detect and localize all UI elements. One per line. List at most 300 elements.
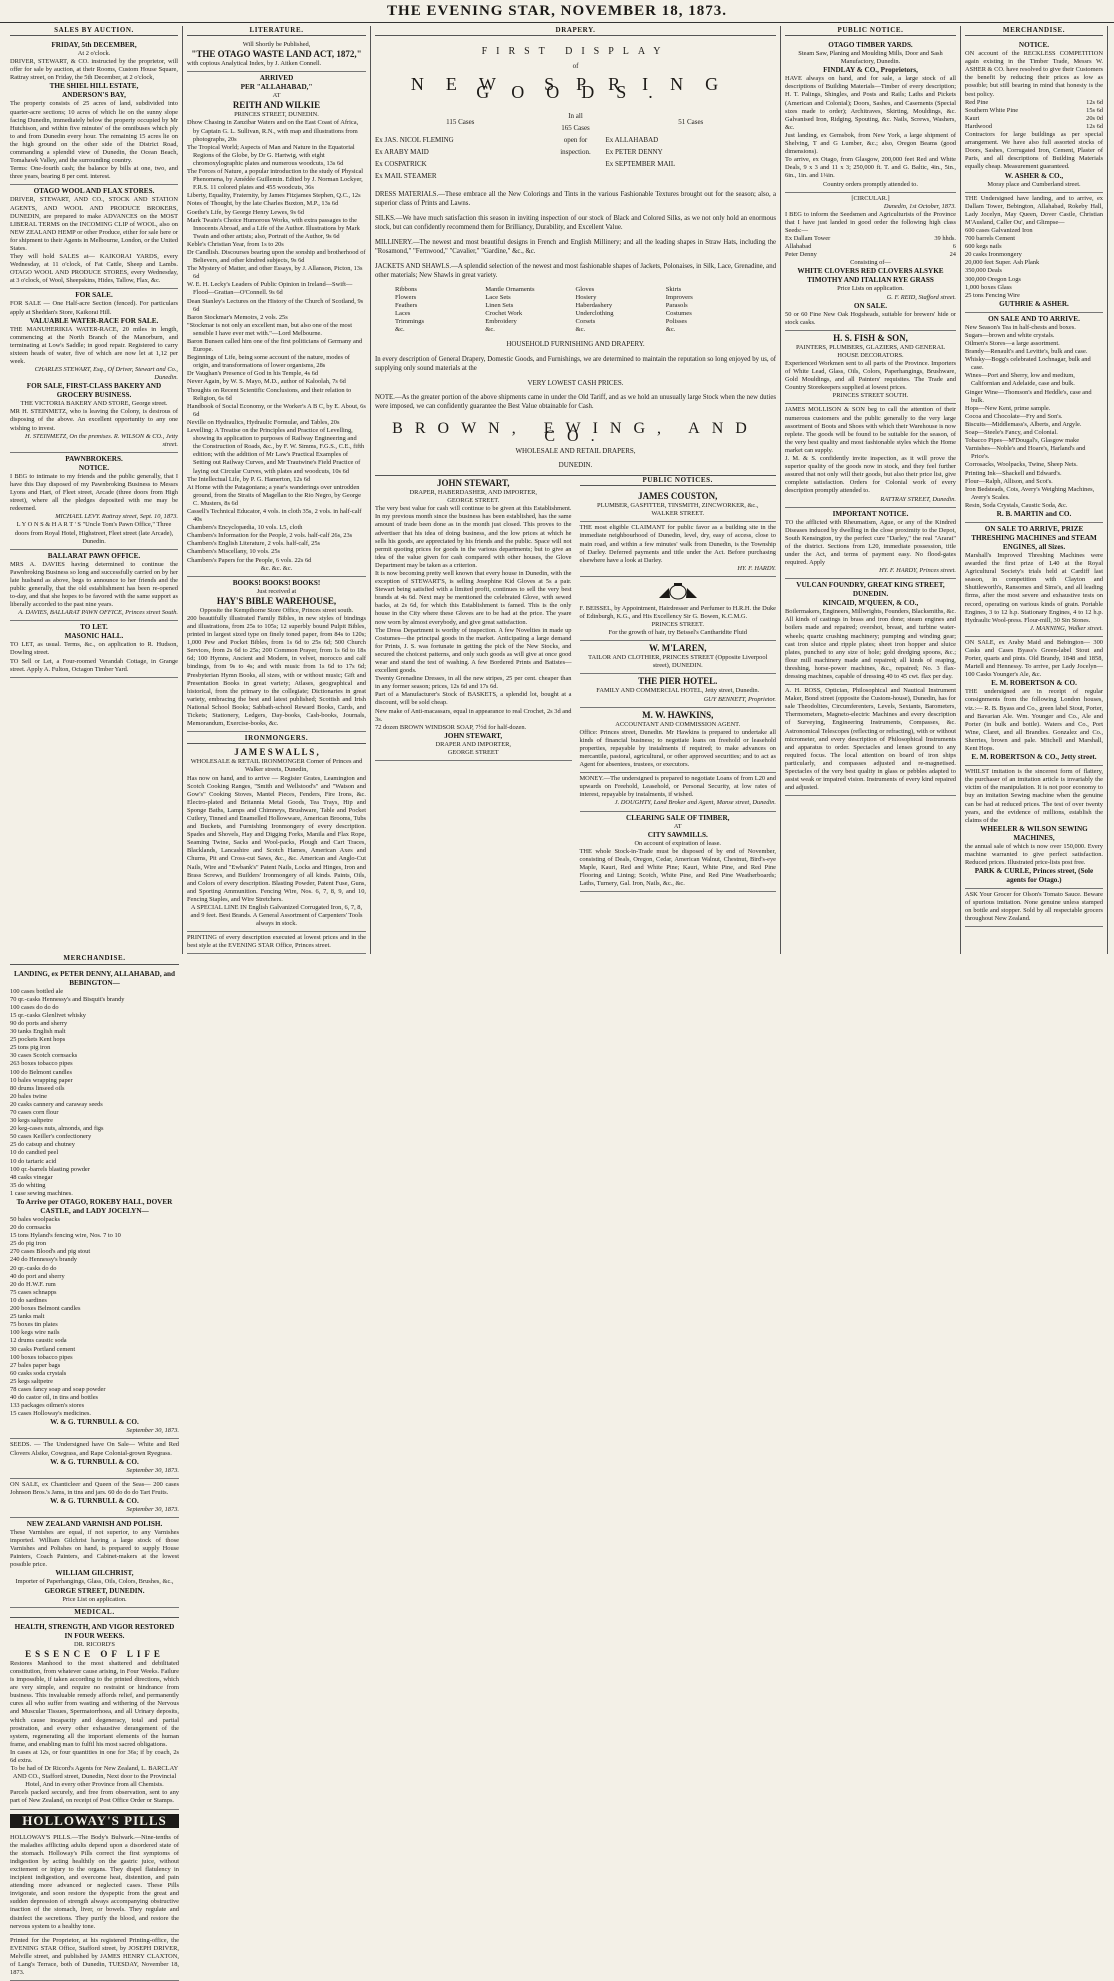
mlaren-ad [580, 641, 777, 674]
seed-row [785, 243, 956, 251]
books-head: BOOKS! BOOKS! BOOKS! [232, 578, 321, 587]
of-word: of [572, 62, 579, 71]
arrivals-note: In all [568, 112, 583, 121]
book-item: The Mystery of Matter, and other Essays, by J. Allanson, Picton, 13s 6d [187, 265, 363, 281]
martin-ad [965, 313, 1103, 523]
cargo-item: Corrosacks, Woolpacks, Twine, Sheep Nets. [965, 461, 1078, 469]
cargo-item: Printing Ink—Shackell and Edward's. [965, 469, 1062, 477]
fish-name: H. S. FISH & SON, [833, 332, 908, 343]
clearing-where: CITY SAWMILLS. [647, 830, 708, 839]
bakery-title: FOR SALE, FIRST-CLASS BAKERY AND GROCERY BUSINESS. [26, 382, 162, 400]
stewart-body4: Twenty Grenadine Dresses, in all the new stripes, 25 per cent. cheaper than in any former season; prices, 12s 6d and 17s 6d. [375, 675, 572, 691]
auction-ad [10, 39, 178, 185]
pawn-heading: PAWNBROKERS. [65, 454, 123, 463]
lit-title: "THE OTAGO WASTE LAND ACT, 1872," [191, 49, 362, 60]
cargo-item: Flour—Ralph, Allison, and Scot's. [965, 477, 1053, 485]
goods-item: Parasols [665, 302, 688, 310]
cargo-item: Tobacco Pipes—M'Dougal's, Glasgow make [965, 437, 1080, 445]
ross-body: A. H. ROSS, Optician, Philosophical and Nautical Instrument Maker, Bond street (opposite the Custom-house), Dunedin, has for sale Theodolites, Circumferenters, Levels, Sextants, Barometers, Thermometers, Magneto-electric Machines and every description of Surveying, Engineering Instruments, Compasses, &c. Astronomical Telescopes (reflecting or refracting), with or without micrometer, and every description of Philosophical Instruments and apparatus to order. Spectacles and lenses ground to any required focus. The local attention on board of iron ships particularly, and compasses adjusted and re-magnetised. Spectacles of the very best quality in glass or pebbles adapted to assist weak or impaired vision. Instruments of every kind repaired and adjusted. [785, 687, 956, 792]
cargo-item: 100 boxes tobacco pipes [10, 1353, 73, 1361]
cargo-item: 78 cases fancy soap and soap powder [10, 1385, 106, 1393]
cargo-item: 15 cases Holloway's medicines. [10, 1410, 92, 1418]
masonic-hall: MASONIC HALL. [64, 632, 124, 641]
column-heading: DRAPERY. [375, 26, 776, 36]
cargo-item: Wines—Port and Sherry, low and medium, Californian and Adelaide, case and bulk. [965, 372, 1075, 388]
ballarat-ad [10, 550, 178, 622]
tariff-note: NOTE.—As the greater portion of the above shipments came in under the Old Tariff, and as we hold an unusually large Stock when the new duties were imposed, we can confidently guarantee the Best Value obtainable for Cash. [375, 393, 776, 410]
findlay-body: HAVE always on hand, and for sale, a large stock of all descriptions of Building Materials—Timber of every description; H. T. Palings, Shingles, and Posts and Rails; Laths and Pickets (American and Colonial); Doors, Sashes, and Casements (Special sizes made to order); Architraves, Skirting, Mouldings, &c. Galvanised Iron, Ridging, Spouting, &c. Nails, Screws, Washers, &c. [785, 75, 956, 131]
ship-name: Ex ALLAHABAD [605, 136, 659, 145]
stewart-body: The very best value for cash will continue to be given at this Establishment. In my previous month since the business has been established, has the same amount of trade been done as in the month just closed. This proves to the advertiser that his idea of doing business, and the low prices at which he sells his goods, are appreciated by his friends and the public. Space will not permit quoting prices for goods in the various departments; but to give an idea of the value given for cash compared with other houses, the Glove Department may be taken as a criterion. [375, 505, 572, 569]
cargo-item: Biscuits—Middlemass's, Alberts, and Argyle. [965, 420, 1082, 428]
cargo-item: 240 do Hennessy's brandy [10, 1256, 78, 1264]
book-item: Never Again, by W. S. Mayo, M.D., author of Kaloolah, 7s 6d [187, 378, 346, 386]
cargo-item: Brandy—Renault's and Levitte's, bulk and case. [965, 348, 1088, 356]
book-item: Neville on Hydraulics, Hydraulic Formulæ, and Tables, 20s [187, 418, 340, 426]
column-public-notice [781, 26, 961, 954]
cargo-item: Sugars—brown and white crystals. [965, 331, 1055, 339]
book-item: Chambers's Miscellany, 10 vols. 25s [187, 548, 281, 556]
findlay-body2: Just landing, ex Gemsbok, from New York, a large shipment of Shelving, T and G Lumber, &c.; also, Oregon Beams (good dimensions). [785, 131, 956, 156]
cargo-item: 30 casks Portland cement [10, 1345, 76, 1353]
beissel-street: PRINCES STREET. [651, 621, 704, 629]
for-sale-ad [10, 289, 178, 452]
couston-sub: PLUMBER, GASFITTER, TINSMITH, ZINCWORKER, &c., [597, 502, 759, 510]
seed-row [785, 235, 956, 243]
ship-name: PER "ALLAHABAD," [240, 83, 313, 92]
walls-name: J A M E S W A L L S , [234, 747, 319, 758]
goods-item: Embroidery [485, 318, 517, 326]
seed-row-cell: Ex Dallam Tower [785, 235, 831, 243]
seeds-sign: W. & G. TURNBULL & CO. [50, 1457, 139, 1466]
cargo-item: 25 kegs saltpetre [10, 1377, 53, 1385]
vulcan-title: VULCAN FOUNDRY, GREAT KING STREET, DUNEDIN. [796, 581, 945, 599]
silks: SILKS.—We have much satisfaction this season in inviting inspection of our stock of Black and Colored Silks, as we not only hold an enormous stock, but can confidently recommend them for Brilliancy, Durability, and Excellent Value. [375, 215, 776, 232]
asher-notice-body: ON account of the RECKLESS COMPETITION again existing in the Timber Trade, Messrs W. ASHER & CO. have resolved to give their Customers the benefit by reducing their prices as low as possible; but still bearing in mind that honesty is the best policy. [965, 50, 1103, 98]
cargo-item: 25 pockets Kent hops [10, 1036, 66, 1044]
varnish-body: These Varnishes are equal, if not superior, to any Varnishes imported. William Gilchrist having a large stock of those Varnishes and Polishes on hand, is prepared to supply House Painters, Coach Painters, and Cabinet-makers at the lowest possible price. [10, 1529, 179, 1569]
reith-ad [187, 72, 366, 576]
cargo-item: 40 do castor oil, in tins and bottles [10, 1394, 99, 1402]
bible-body: 200 beautifully illustrated Family Bibles, in new styles of bindings and illustrations, from 25s to 105s; 12 superbly bound Pulpit Bibles, printed in largest sized type on finely toned paper, from 84s to 120s; 1,000 Pew and Pocket Bibles, from 1s 6d to 25s 6d; 500 Church Services, from 2s 6d to 25s; 200 Common Prayer, from 1s 6d to 18s 6d; 100 Hymns, Ancient and Modern, in velvet, morocco and calf bindings, from 9s to 4s; and with music from 1s 6d to 17s 6d; Presbyterian Hymn Books, all sizes, with or without music; Gift and Presentation Books in great variety; Atlases, geographical and historical, from the primary to the collegiate; Dictionaries in great variety, embracing the best and latest published; Scottish and Irish National School Books; Sabbath-school Reward Books, Cards, and Tickets; Stationery, Ledgers, Day-books, Cash-books, Journals, Memorandum, Exercise-books, &c. [187, 614, 366, 728]
hawkins-body: Office: Princes street, Dunedin. Mr Hawkins is prepared to undertake all kinds of financial business; to negotiate loans on freehold or leasehold properties, repayable by instalments if required; to make advances on mercantile, pastoral, agricultural, or other approved securities; and to act as Agent for absentees, trustees, or executors. [579, 728, 776, 769]
thresh-body: Marshall's Improved Threshing Machines were awarded the first prize of L40 at the Royal Agricultural Society's trials held at Cardiff last season, in competition with Clayton and Shuttleworth's, Ransomes and Sims's, and all leading firms, after the most severe and exhaustive tests on record, operating on various kinds of grain. Portable Engines, 3 to 12 h.p. Stationary Engines, 4 to 12 h.p. Hydraulic Wool-press. Flour-mill, 30 Sin Stones. [965, 551, 1103, 624]
first-display: FIRST DISPLAY [481, 46, 670, 58]
cargo-item: Ginger Wine—Thomson's and Heddle's, case and bulk. [965, 388, 1092, 404]
ship-name: Ex SEPTEMBER MAIL [605, 160, 676, 169]
goods-item: Costumes [665, 310, 692, 318]
cargo-item: 50 cases Keiller's confectionery [10, 1133, 92, 1141]
book-item: Cassell's Technical Educator, 4 vols. in cloth 35s, 2 vols. in half-calf 40s [187, 507, 362, 524]
goods-column [485, 286, 575, 334]
cargo-item: 300,000 Oregon Logs [965, 275, 1021, 283]
bible-intro: Just received at [256, 587, 297, 595]
to-let-2: TO Sell or Let, a Four-roomed Verandah Cottage, in Grange street. Apply A. Fulton, Octagon Timber Yard. [10, 657, 178, 673]
drapery-subcolumns [375, 475, 776, 892]
book-item: Chambers's English Literature, 2 vols. half-calf, 25s [187, 540, 321, 548]
to-let-ad [10, 621, 178, 677]
lyons-hart: L Y O N S & H A R T ' S "Uncle Tom's Pawn Office," Three doors from Royal Hotel, Highstreet, Fleet street (late Arcade), Dunedin. [14, 521, 174, 545]
cargo-item: 600 kegs nails [965, 243, 1002, 251]
public-notices-column [580, 476, 777, 892]
on-sale: ON SALE. [853, 301, 888, 310]
arrivals-table [375, 110, 776, 182]
important-sign: HY. F. HARDY, Princes street. [879, 567, 956, 575]
water-race-body: THE MANUHERIKIA WATER-RACE, 20 miles in length, commencing at the North Branch of the Manorburn, and terminating at Low's Saddle; in good repair. Registered to carry sixteen heads of water, five of which are now let at 1,12 per week. [10, 325, 178, 365]
lit-intro: Will Shortly be Published, [242, 41, 311, 49]
brown-ewing-firm: BROWN, EWING, AND CO. [392, 419, 759, 445]
turnbull-date: September 30, 1873. [126, 1427, 179, 1435]
circular-body: I BEG to inform the Seedsmen and Agriculturists of the Province that I have just landed in good order the following high class Seeds:— [785, 210, 956, 234]
ricord-ad [10, 1621, 179, 1810]
stewart-body3: The Dress Department is worthy of inspection. A few Novelties in made up Costumes—the principal goods in the market. Anticipating a large demand for Prints, J. S. was fortunate in getting the pick of the New Stocks, and secured the choicest patterns, and only such goods as will give at once good wear and stand the test of washing. A few Bordered Prints and Batistes—excellent goods. [375, 626, 572, 675]
essence-title: ESSENCE OF LIFE [25, 1648, 164, 1659]
cargo-item: 1 case sewing machines. [10, 1189, 73, 1197]
asher-notice-title: NOTICE. [1018, 41, 1050, 50]
stewart-ad [375, 476, 572, 761]
darley-sign: HY. F. HARDY. [737, 564, 776, 572]
cargo-item: 600 cases Galvanized Iron [965, 226, 1033, 234]
column-heading: PUBLIC NOTICE. [785, 26, 956, 36]
denny-title: LANDING, ex PETER DENNY, ALLAHABAD, and BEBINGTON— [13, 969, 176, 987]
wool-body: DRIVER, STEWART, AND CO., STOCK AND STATION AGENTS, AND WOOL AND PRODUCE BROKERS, DUNEDIN, are prepared to make ADVANCES on the MOST LIBERAL TERMS on the INCOMING CLIP of WOOL, also on NEW ZEALAND HEMP or other Produce, either for sale here or for shipment to their Agents in Melbourne, London, or the United States. [10, 196, 178, 252]
gilchrist-name: WILLIAM GILCHRIST, [55, 1569, 134, 1578]
beissel-body: F. BEISSEL, by Appointment, Hairdresser and Perfumer to H.R.H. the Duke of Edinburgh, K.G., and His Excellency Sir G. Bowen, K.C.M.G. [579, 604, 776, 620]
holloway-banner: HOLLOWAY'S PILLS [10, 1814, 179, 1828]
on-sale-body: 50 or 60 Fine New Oak Hogsheads, suitable for brewers' hide or stock casks. [785, 310, 956, 326]
bible-address: Opposite the Kempthorne Store Office, Princes street south. [199, 606, 354, 614]
seed-row-cell: Allahabad [785, 243, 812, 251]
price-row [965, 99, 1103, 107]
for-sale-heading: FOR SALE. [75, 291, 113, 300]
cargo-item: 30 cases Scotch cornsacks [10, 1052, 78, 1060]
jackets: JACKETS AND SHAWLS.—A splendid selection of the newest and most fashionable shapes of Jackets, Polonaises, in Silk, Lace, Grenadine, and other materials; New Shawls in great variety. [375, 263, 776, 280]
goods-grid [395, 286, 756, 334]
seed-row-cell: 24 [949, 251, 956, 259]
park-sign: PARK & CURLE, Princes street, (Sole agents for Otago.) [974, 867, 1094, 885]
findlay-name: FINDLAY & CO., Proprietors, [823, 66, 918, 75]
cargo-item: 270 cases Blood's and pig stout [10, 1248, 91, 1256]
walls-sub: WHOLESALE & RETAIL IRONMONGER Corner of Princes and Walker streets, Dunedin, [190, 758, 363, 774]
ship-name: Ex ARABY MAID [375, 148, 429, 157]
cargo-item: 50 bales woolpacks [10, 1216, 61, 1223]
stewart-sub: DRAPER, HABERDASHER, AND IMPORTER, [409, 489, 537, 497]
cargo-item: 100 kegs wire nails [10, 1329, 60, 1337]
book-item: Dhow Chasing in Zanzibar Waters and on the East Coast of Africa, by Captain G. L. Sullivan, R.N., with map and illustrations from photographs, 20s [187, 119, 359, 143]
fish-body: Experienced Workmen sent to all parts of the Province. Importers of White Lead, Glass, Oils, Colors, Paperhangings, Brushware, Gold Mouldings, and all Painters' requisites. The Trade and Country Storekeepers supplied at lowest prices. [785, 360, 956, 392]
cargo-item: 20 do H.W.F. rum [10, 1280, 56, 1288]
cargo-item: 75 boxes tin plates [10, 1321, 58, 1329]
goods-item: Crochet Work [485, 310, 523, 318]
cargo-item: 100 cases bottled ale [10, 987, 64, 995]
clearing-body: THE whole Stock-in-Trade must be disposed of by end of November, consisting of Deals, Oregon, Cedar, American Walnut, Chestnut, Bird's-eye Maple, Kauri, Red and White Pine; Kauri, White Pine, and Red Pine Flooring and Lining; Scotch, White Pine, and Red Pine Weatherboards; Laths, Turnery, Gal. Iron, Nails, &c., &c. [579, 847, 776, 888]
findlay-body3: To arrive, ex Otago, from Glasgow, 200,000 feet Red and White Deals, 9 x 3 and 11 x 3; 250,000 ft. T. and G. Baltic, 4in., 5in., 6in., 1in. and 1¼in. [785, 156, 956, 180]
barclay: To be had of Dr Ricord's Agents for New Zealand, L. BARCLAY AND CO., Stafford street, Dunedin, Next door to the Provincial Hotel, And in every other Province from all Chemists. [10, 1765, 179, 1789]
cargo-item: 10 do candied peel [10, 1149, 59, 1157]
cargo-item: 90 do ports and sherry [10, 1019, 68, 1027]
auction-body: DRIVER, STEWART, & CO. instructed by the proprietor, will offer for sale by auction, at their Rooms, Custom House Square, Rattray street, on Friday, the 5th December, at 2 o'clock, [10, 58, 178, 82]
cargo-item: 30 kegs saltpetre [10, 1117, 53, 1125]
cargo-item: Whisky—Bogg's celebrated Lochnagar, bulk and case. [965, 356, 1091, 372]
pawn-notice: NOTICE. [78, 463, 110, 472]
book-item: Dr Candlish. Discourses bearing upon the sonship and brotherhood of Believers, and other kindred subjects, 9s 6d [187, 248, 366, 265]
olson-body: ASK Your Grocer for Olson's Tomato Sauce. Beware of spurious imitation. None genuine unless stamped on bottle and stopper. Sold by all respectable grocers throughout New Zealand. [965, 891, 1103, 923]
doughty-body: MONEY.—The undersigned is prepared to negotiate Loans of from L20 and upwards on Freehold, Leasehold, or Personal Security, at low rates of interest, repayable by instalments, if wished. [579, 775, 776, 799]
imprint-body: Printed for the Proprietor, at his registered Printing-office, the EVENING STAR Office, Stafford street, by JOSEPH DRIVER, Melville street, and published by JAMES HENRY CLAXTON, of Lang's Terrace, both of Dunedin, TUESDAY, November 18, 1873. [10, 1936, 179, 1977]
cash-prices: VERY LOWEST CASH PRICES. [527, 378, 624, 387]
asher-notice-body2: Contractors for large buildings as per special arrangement. We have also full assorted stocks of Doors, Sashes, Corrugated Iron, Cement, Plaster of Paris, and all descriptions of Building Materials equally cheap. Measurement guaranteed. [965, 131, 1103, 171]
cargo-item: Oilmen's Stores—a large assortment. [965, 340, 1060, 347]
book-list [187, 119, 366, 564]
goods-item: Feathers [395, 302, 418, 310]
seeds-ad [10, 1439, 179, 1478]
asher-name: W. ASHER & CO., [1004, 171, 1064, 180]
essence-price: In cases at 12s, or four quantities in one for 36s; if by coach, 2s 6d extra. [10, 1748, 179, 1764]
landing-body: THE Undersigned have landing, and to arrive, ex Dallam Tower, Bebington, Allahabad, Rokeby Hall, Lady Jocelyn, May Queen, Dover Castle, Christian M'Ausland, Caller Ou', and Glimpse— [965, 194, 1103, 226]
goods-item: Hosiery [575, 294, 597, 302]
cargo-item: 100 cases do do do [10, 1003, 59, 1011]
cargo-item: Cocoa and Chocolate—Fry and Son's. [965, 412, 1063, 420]
cargo-item: 35 do whiting [10, 1181, 46, 1189]
book-item: Keble's Christian Year, from 1s to 20s [187, 240, 284, 248]
book-item: Handbook of Social Economy, or the Worker's A B C, by E. About, 6s 6d [187, 402, 366, 418]
stewart-street: GEORGE STREET. [447, 497, 500, 505]
goods-item: Laces [395, 310, 411, 318]
stewart-body7: 72 dozen BROWN WINDSOR SOAP, 7½d for half-dozen. [375, 723, 527, 731]
cargo-item: New Season's Tea in half-chests and boxes. [965, 323, 1076, 331]
cargo-item: 25 tanks malt [10, 1313, 45, 1321]
darley-ad [580, 522, 777, 577]
kincaid-body: All kinds of castings in brass and iron done; steam engines and boilers made and repaired; overshot, breast, and turbine water-wheels; quartz crushing machinery; pumping and winding gear; cast iron sluice and ripple plates; sheet iron hopper and sluice plates, punched to any size of hole; gold dredging spoons, &c.; flour mill machinery made and repaired; all kinds of reaping, threshing, horse-power machines, &c., repaired; No. 3 flax-dressing machines, capable of dressing 40 to 45 cwt. flax per day. [785, 616, 956, 680]
cargo-item: 350,000 Deals [965, 267, 1002, 275]
denny-items [10, 988, 179, 1198]
timber-sub: Steam Saw, Planing and Moulding Mills, Door and Sash Manufactory, Dunedin. [798, 50, 943, 66]
beissel-ad [580, 577, 777, 641]
arrive-items [965, 324, 1103, 510]
goods-item: Ribbons [395, 286, 417, 294]
reith-firm: REITH AND WILKIE [232, 100, 321, 111]
goods-item: &c. [665, 326, 676, 334]
seed-row-cell: 6 [952, 243, 956, 251]
vulcan-ad [785, 579, 956, 685]
cargo-item: 30 tanks English malt [10, 1028, 66, 1036]
dover-title: To Arrive per OTAGO, ROKEBY HALL, DOVER CASTLE, and LADY JOCELYN— [16, 1198, 173, 1215]
wheeler-name: WHEELER & WILSON SEWING MACHINES, [980, 824, 1088, 842]
consisting: Consisting of— [850, 259, 891, 267]
findlay-body4: Country orders promptly attended to. [823, 180, 918, 188]
wool-title: OTAGO WOOL AND FLAX STORES. [33, 187, 155, 196]
gilchrist-sub: Importer of Paperhangings, Glass, Oils, Colors, Brushes, &c., [15, 1578, 174, 1586]
cargo-item: 20 casks Ironmongery [965, 251, 1022, 259]
column-heading: MERCHANDISE. [10, 954, 179, 964]
cargo-item: 1,000 boxes Glass [965, 283, 1012, 291]
stewart-sign3: GEORGE STREET [447, 748, 499, 756]
water-race-title: VALUABLE WATER-RACE FOR SALE. [29, 316, 159, 325]
couston-ad [580, 489, 777, 522]
goods-item: Improvers [665, 294, 693, 302]
arrive-title: ON SALE AND TO ARRIVE. [988, 314, 1080, 323]
cargo-item: 263 boxes tobacco pipes [10, 1060, 73, 1068]
hawkins-name: M. W. HAWKINS, [642, 709, 714, 720]
ship-name: Ex COSPATRICK [375, 160, 427, 169]
book-item: Goethe's Life, by George Henry Lewes, 9s 6d [187, 208, 304, 216]
column-merchandise-2 [6, 954, 183, 1981]
goods-item: Linen Sets [485, 302, 514, 310]
cargo-item: 40 do port and sherry [10, 1272, 65, 1280]
goods-item: Skirts [665, 286, 682, 294]
olson-ad [965, 889, 1103, 927]
column-auction [6, 26, 183, 954]
gilchrist-street: GEORGE STREET, DUNEDIN. [44, 1586, 145, 1595]
clearing-title: CLEARING SALE OF TIMBER, [626, 813, 730, 822]
cargo-item: 60 casks soda crystals [10, 1369, 67, 1377]
estate-place: ANDERSON'S BAY, [62, 91, 126, 100]
ballarat-sign: A. DAVIES, BALLARAT PAWN OFFICE, Princes street South. [18, 609, 178, 617]
dover-items [10, 1216, 179, 1418]
ricord-name: DR. RICORD'S [74, 1640, 115, 1648]
guthrie-ad [965, 193, 1103, 313]
circular-tag: [CIRCULAR.] [851, 194, 890, 202]
clearing-at: AT [673, 822, 682, 830]
column-heading: LITERATURE. [187, 26, 366, 36]
cargo-item: 15 qr.-casks Glenlivet whisky [10, 1011, 86, 1019]
important-title: IMPORTANT NOTICE. [832, 509, 909, 518]
price-row-cell: Kauri [965, 114, 980, 122]
goods-item: &c. [395, 326, 405, 334]
clearing-ad [580, 812, 777, 893]
beissel-note: For the growth of hair, try Beissel's Cantharidite Fluid [608, 629, 747, 637]
cargo-item: 75 cases schnapps [10, 1288, 57, 1296]
at-word: AT [272, 92, 281, 100]
holloway-ad [10, 1832, 179, 1935]
wheeler-body: WHILST imitation is the sincerest form of flattery, the purchaser of an imitation article is invariably the victim of the manipulation. It is not poor economy to buy an imitation Sewing machine when the genuine can be had at reduced prices. The test of over twenty years, and the evidence of millions, establish the claims of the [965, 768, 1103, 824]
walls-special: A SPECIAL LINE IN English Galvanized Corrugated Iron, 6, 7, 8, and 9 feet. Best Brands. A General Assortment of Carpenters' Tools always in stock. [190, 904, 363, 928]
cargo-item: Hops—New Kent, prime sample. [965, 404, 1051, 412]
wheeler-body2: the annual sale of which is now over 150,000. Every machine warranted to give perfect satisfaction. Reduced prices. Illustrated price-lists post free. [965, 842, 1103, 866]
auction-time: At 2 o'clock. [77, 50, 111, 58]
book-item: Dean Stanley's Lectures on the History of the Church of Scotland, 9s 6d [187, 297, 364, 313]
price-row [965, 115, 1103, 123]
thresh-ad [965, 523, 1103, 637]
pier-ad [580, 674, 777, 707]
cargo-item: Soap—Steele's Fancy, and Colonial. [965, 429, 1058, 437]
auction-date: FRIDAY, 5th DECEMBER, [51, 41, 137, 50]
estate-detail: The property consists of 25 acres of land, subdivided into quarter-acre sections; 10 acres of which lie on the sunny slope facing Dunedin, immediately below the property occupied by Mr Hutchison, and within five minutes' of the omnibuses which ply to and from Dunedin every hour. The remaining 15 acres lie on the high ground on the other side of the District Road, commanding a splendid view of Dunedin, the Ocean Beach, Tomahawk Valley, and the surrounding country. [10, 100, 178, 165]
fish-ad [785, 331, 956, 405]
cargo-item: 20 qr.-casks do do [10, 1264, 57, 1272]
cargo-item: 20 do cornsacks [10, 1224, 52, 1232]
goods-item: &c. [575, 326, 586, 334]
column-merchandise [961, 26, 1108, 954]
manning-sign: J. MANNING, Walker street. [1029, 624, 1103, 632]
goods-item: Gloves [575, 286, 595, 294]
pawn-body: I BEG to intimate to my friends and the public generally, that I have this Day disposed of my Pawnbroking Business to Messrs Lyons and Hart, of Fleet street, Arcade (three doors from High street), where all the pledges deposited with me may be redeemed. [10, 472, 178, 513]
price-row-cell: 20s 0d [1086, 114, 1103, 122]
price-row-cell: Hardwood [965, 122, 992, 130]
mollison-body: JAMES MOLLISON & SON beg to call the attention of their numerous customers and the public generally to the very large assortment of Boots and Shoes with which their Warehouse is now replete. The goods will be found to be suitable for the season, of the very best quality and most fashionable styles which the Home market can supply. [785, 406, 956, 454]
book-item: Chambers's Encyclopædia, 10 vols. L5, cloth [187, 524, 303, 532]
hawkins-ad [580, 708, 777, 774]
cargo-item: 100 do Belmont candles [10, 1068, 72, 1076]
robertson-sign: E. M. ROBERTSON & CO. [991, 679, 1077, 688]
kincaid-sub: Boilermakers, Engineers, Millwrights, Founders, Blacksmiths, &c. [785, 608, 956, 616]
lit-note: with copious Analytical Index, by J. Aitken Connell. [187, 60, 322, 68]
guthrie-sign: GUTHRIE & ASHER. [999, 299, 1069, 308]
goods-item: Trimmings [395, 318, 425, 326]
wheeler-ad [965, 766, 1103, 889]
cargo-item: 10 bales wrapping paper [10, 1076, 73, 1084]
stewart-sign: JOHN STEWART, [444, 731, 503, 740]
hawkins-sub: ACCOUNTANT AND COMMISSION AGENT. [615, 720, 741, 728]
lit-etc: &c. &c. &c. [260, 564, 293, 572]
reith-address: PRINCES STREET, DUNEDIN. [234, 111, 319, 119]
to-let-heading: TO LET. [80, 623, 108, 632]
book-item: Notes of Thought, by the late Charles Buxton, M.P., 13s 6d [187, 200, 339, 208]
goods-item: Corsets [575, 318, 596, 326]
household-body: In every description of General Drapery, Domestic Goods, and Furnishings, we are determined to maintain the reputation so long enjoyed by us, of supplying only sound materials at the [375, 355, 776, 372]
goods-item: Polisses [665, 318, 688, 326]
left-ships [375, 134, 546, 182]
price-row [965, 107, 1103, 115]
book-item: Levelling: A Treatise on the Principles and Practice of Levelling, showing its application to purposes of Railway Engineering and the Construction of Roads, &c., by F. W. Simms, F.G.S., C.E., fifth edition; with the addition of Mr Law's Practical Examples of Setting out Railway Curves, and Mr Trautwine's Field Practice of laying out Circular Curves, with plates and woodcuts, 10s 6d [187, 427, 365, 475]
book-item: Thoughts on Recent Scientific Conclusions, and their relation to Religion, 6s 6d [187, 386, 352, 402]
timber-title: OTAGO TIMBER YARDS. [828, 41, 913, 50]
stewart-body2: It is now becoming pretty well known that every house in Dunedin, with the exception of STEWART'S, is selling Josephine Kid Gloves at 5s a pair. Stewart being satisfied with a limited profit, continues to sell the very best brands at 4s 6d. Next may be mentioned the celebrated Glove, with sewed backs, at 2s 6d, for which this Establishment is famed. This is the only house in the City where these Gloves are to be had at the price. The ysare now worn by almost everybody, and give great satisfaction. [375, 569, 572, 626]
araby-ad [965, 637, 1103, 766]
gilchrist-price: Price List on application. [62, 1595, 127, 1603]
book-item: Dr Vaughan's Presence of God in his Temple, 4s 6d [187, 370, 319, 378]
cargo-item: Varnishes—Noble's and Hoare's, Harland's and Price's. [965, 445, 1086, 461]
cargo-item: 200 boxes Belmont candles [10, 1305, 81, 1313]
estate-terms: Terms: One-fourth cash; the balance by bills at one, two, and three years, bearing 8 per cent. interest. [10, 165, 178, 181]
mlaren-sub: TAILOR AND CLOTHIER, PRINCES STREET (Opposite Liverpool street), DUNEDIN. [588, 654, 768, 670]
book-item: The Forces of Nature, a popular introduction to the study of Physical Phenomena, by Amédée Guillemin. Edited by J. Norman Lockyer, F.R.S. 11 colored plates and 455 woodcuts, 36s [187, 168, 364, 192]
landing-items [965, 227, 1103, 300]
book-item: Chambers's Papers for the People, 6 vols. 22s 6d [187, 556, 312, 564]
kincaid-name: KINCAID, M'QUEEN, & CO., [822, 599, 919, 608]
bible-firm: HAY'S BIBLE WAREHOUSE, [216, 595, 337, 606]
clearing-sub: On account of expiration of lease. [634, 839, 722, 847]
turnbull-sign: W. & G. TURNBULL & CO. [50, 1418, 139, 1427]
goods-item: Mantle Ornaments [485, 286, 535, 294]
walls-ad [187, 732, 366, 932]
book-item: Beginnings of Life, being some account of the nature, modes of origin, and transformations of lower organisms, 28s [187, 354, 350, 370]
cargo-item: 12 drums caustic soda [10, 1337, 67, 1345]
cargo-item: 133 packages oilmen's stores [10, 1402, 85, 1410]
timber-yards-ad [785, 39, 956, 193]
ship-name: Ex MAIL STEAMER [375, 172, 437, 181]
for-sale-section: FOR SALE — One Half-acre Section (fenced). For particulars apply at Sheddan's Store, Kaikorai Hill. [10, 300, 178, 316]
stewart-column [375, 476, 572, 892]
household-head: HOUSEHOLD FURNISHING AND DRAPERY. [506, 340, 645, 349]
goods-item: Underclothing [575, 310, 614, 318]
asher-sub: Moray place and Cumberland street. [987, 180, 1081, 188]
stewart-sign2: DRAPER AND IMPORTER, [435, 740, 511, 748]
cargo-item: 25 do catsup and chutney [10, 1141, 75, 1149]
waste-land-ad [187, 39, 366, 72]
price-row-cell: 12s 6d [1086, 122, 1103, 130]
column-heading: SALES BY AUCTION. [10, 26, 178, 36]
goods-column [395, 286, 485, 334]
pawn-sign: MICHAEL LEVY. Rattray street, Sept. 10, 1873. [55, 513, 178, 521]
column-heading: MERCHANDISE. [965, 26, 1103, 36]
cargo-item: 20,000 feet Super. Ash Plank [965, 259, 1040, 267]
health-title: HEALTH, STRENGTH, AND VIGOR RESTORED IN FOUR WEEKS. [14, 1622, 175, 1640]
royal-arms-icon [580, 582, 777, 602]
right-count: 51 Cases [678, 118, 704, 127]
cargo-item: 20 bales twine [10, 1092, 47, 1100]
estate-name: THE SHIEL HILL ESTATE, [49, 82, 139, 91]
